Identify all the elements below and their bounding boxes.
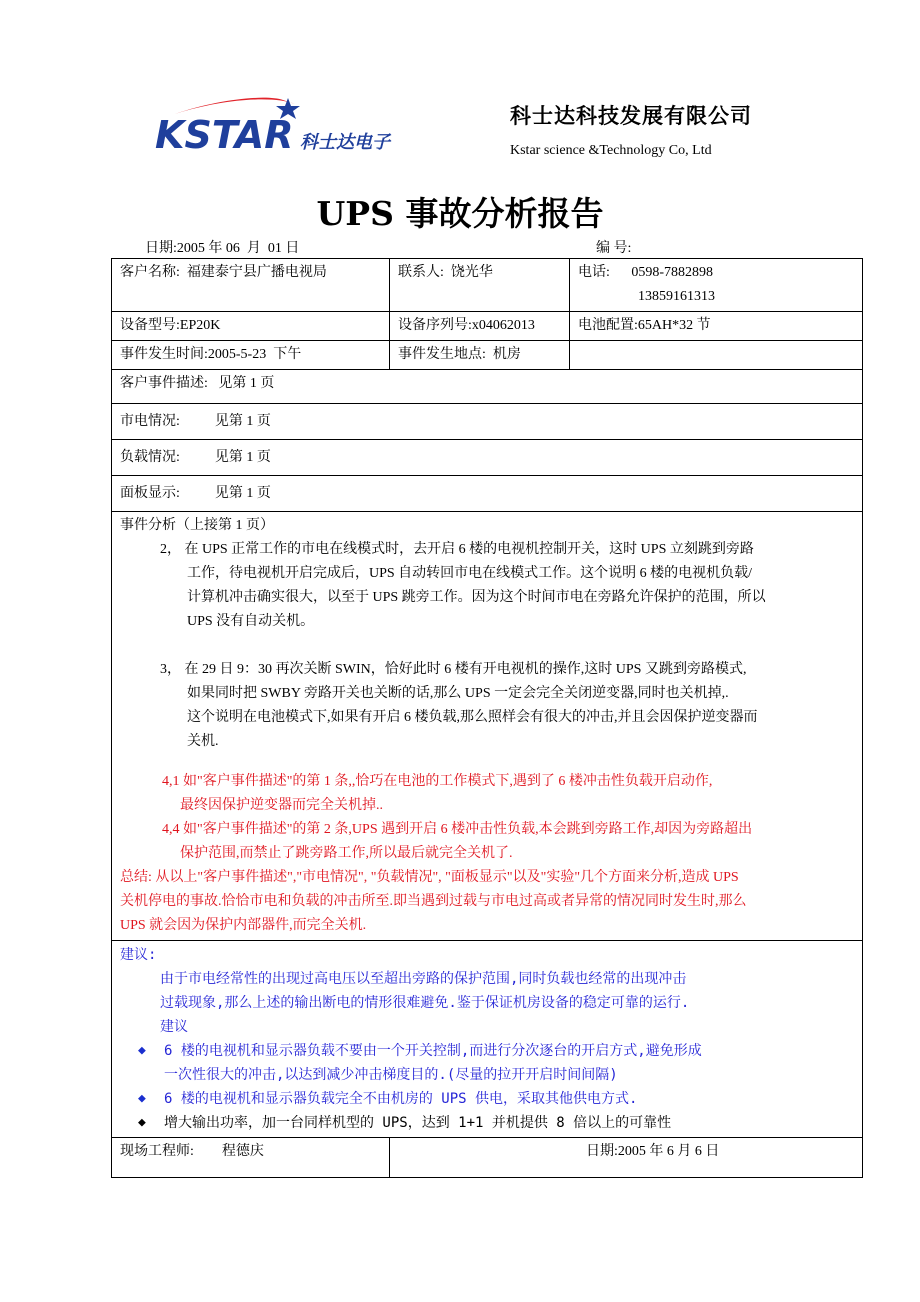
table-row (112, 312, 863, 341)
customer-event-desc: 客户事件描述: 见第 1 页 (112, 370, 863, 404)
phone-number-1: 0598-7882898 (631, 265, 714, 280)
analysis-item-2: 2， 在 UPS 正常工作的市电在线模式时，去开启 6 楼的电视机控制开关，这时 UPS 立刻跳到旁路 (160, 542, 754, 557)
logo-cn-text: 科士达电子 (300, 132, 390, 153)
panel-display: 面板显示: 见第 1 页 (112, 476, 863, 512)
company-name-cn: 科士达科技发展有限公司 (510, 104, 752, 128)
battery-config: 电池配置:65AH*32 节 (570, 312, 863, 341)
event-analysis: 事件分析（上接第 1 页） 2， 在 UPS 正常工作的市电在线模式时，去开启 6 楼的电视机控制开关，这时 UPS 立刻跳到旁路 工作，待电视机开启完成后，UPS 自动转回市电在线模式工作。这个说明 6 楼的电视机负载/ 计算机冲击确实很大，以至于 UPS 跳旁工作。因为这个时间市电在旁路允许保护的范围，所以 UPS 没有自动关机。 3， 在 29 日 9：30 再次关断 SWIN，恰好此时 6 楼有开电视机的操作,这时 UPS 又跳到旁路模式, 如果同时把 SWBY 旁路开关也关断的话,那么 UPS 一定会完全关闭逆变器,同时也关机掉,. 这个说明在电池模式下,如果有开启 6 楼负载,那么照样会有很大的冲击,并且会因保护逆变器而 关机. 4,1 如"客户事件描述"的第 1 条,,恰巧在电池的工作模式下,遇到了 6 楼冲击性负载开启动作, 最终因保护逆变器而完全关机掉.. 4,4 如"客户事件描述"的第 2 条,UPS 遇到开启 6 楼冲击性负载,本会跳到旁路工作,却因为旁路超出 保护范围,而禁止了跳旁路工作,所以最后就完全关机了. 总结: 从以上"客户事件描述","市电情况", "负载情况", "面板显示"以及"实验"几个方面来分析,造成 UPS 关机停电的事故.恰恰市电和负载的冲击所至.即当遇到过载与市电过高或者异常的情况同时发生时,那么 UPS 就会因为保护内部器件,而完全关机. (112, 512, 863, 941)
analysis-heading: 事件分析（上接第 1 页） (120, 518, 274, 533)
analysis-item-3: 3， 在 29 日 9：30 再次关断 SWIN，恰好此时 6 楼有开电视机的操作,这时 UPS 又跳到旁路模式, (160, 662, 747, 677)
item-number: 3， (160, 662, 181, 677)
diamond-bullet-icon: ◆ (138, 1115, 146, 1130)
kstar-logo (155, 96, 400, 158)
table-row (112, 259, 863, 312)
device-serial: 设备序列号:x04062013 (390, 312, 570, 341)
table-row (112, 440, 863, 476)
table-row (112, 341, 863, 370)
phone-number-2: 13859161313 (638, 289, 715, 304)
table-row (112, 370, 863, 404)
load-status: 负载情况: 见第 1 页 (112, 440, 863, 476)
logo-swoosh (175, 98, 295, 114)
table-row (112, 512, 863, 941)
footer-date: 日期:2005 年 6 月 6 日 (390, 1138, 863, 1178)
report-date: 日期:2005 年 06 月 01 日 (145, 241, 300, 256)
device-model: 设备型号:EP20K (112, 312, 390, 341)
field-engineer: 现场工程师: 程德庆 (112, 1138, 390, 1178)
contact-person: 联系人: 饶光华 (390, 259, 570, 312)
summary: 总结: 从以上"客户事件描述","市电情况", "负载情况", "面板显示"以及"实验"几个方面来分析,造成 UPS 关机停电的事故.恰恰市电和负载的冲击所至.即当遇到过载与市电过高或者异常的情况同时发生时,那么 UPS 就会因为保护内部器件,而完全关机. (120, 870, 747, 933)
conclusion-4-1: 4,1 如"客户事件描述"的第 1 条,,恰巧在电池的工作模式下,遇到了 6 楼冲击性负载开启动作, 最终因保护逆变器而完全关机掉.. 4,4 如"客户事件描述"的第 2 条,UPS 遇到开启 6 楼冲击性负载,本会跳到旁路工作,却因为旁路超出 保护范围,而禁止了跳旁路工作,所以最后就完全关机了. (162, 774, 753, 861)
suggestion-item: ◆ 6 楼的电视机和显示器负载完全不由机房的 UPS 供电，采取其他供电方式. (120, 1087, 854, 1111)
phone-label: 电话: (578, 265, 610, 280)
logo-text: KSTAR (155, 113, 294, 157)
event-place: 事件发生地点: 机房 (390, 341, 570, 370)
table-row (112, 941, 863, 1138)
suggestion-item: ◆ 6 楼的电视机和显示器负载不要由一个开关控制,而进行分次逐台的开启方式,避免形成 一次性很大的冲击,以达到减少冲击梯度目的.(尽量的拉开开启时间间隔) (120, 1039, 854, 1087)
suggestions: 建议: 由于市电经常性的出现过高电压以至超出旁路的保护范围,同时负载也经常的出现冲击 过载现象,那么上述的输出断电的情形很难避免.鉴于保证机房设备的稳定可靠的运行. 建议 ◆ 6 楼的电视机和显示器负载不要由一个开关控制,而进行分次逐台的开启方式,避免形成 一次性很大的冲击,以达到减少冲击梯度目的.(尽量的拉开开启时间间隔) ◆ 6 楼的电视机和显示器负载完全不由机房的 UPS 供电，采取其他供电方式. ◆ 增大输出功率，加一台同样机型的 UPS，达到 1+1 并机提供 8 倍以上的可靠性 (112, 941, 863, 1138)
diamond-bullet-icon: ◆ (138, 1043, 146, 1058)
diamond-bullet-icon: ◆ (138, 1091, 146, 1106)
table-row (112, 476, 863, 512)
customer-name: 客户名称: 福建泰宁县广播电视局 (112, 259, 390, 312)
table-row (112, 1138, 863, 1178)
suggestion-heading: 建议: (120, 947, 157, 963)
event-time: 事件发生时间:2005-5-23 下午 (112, 341, 390, 370)
page-title: UPS 事故分析报告 (316, 194, 604, 233)
suggestion-item: ◆ 增大输出功率，加一台同样机型的 UPS，达到 1+1 并机提供 8 倍以上的可靠性 (120, 1111, 854, 1135)
mains-status: 市电情况: 见第 1 页 (112, 404, 863, 440)
report-number: 编 号: (596, 241, 632, 256)
phone-cell (570, 259, 863, 312)
report-table (111, 258, 863, 1178)
table-row (112, 404, 863, 440)
item-number: 2， (160, 542, 181, 557)
company-name-en: Kstar science &Technology Co, Ltd (510, 143, 712, 158)
